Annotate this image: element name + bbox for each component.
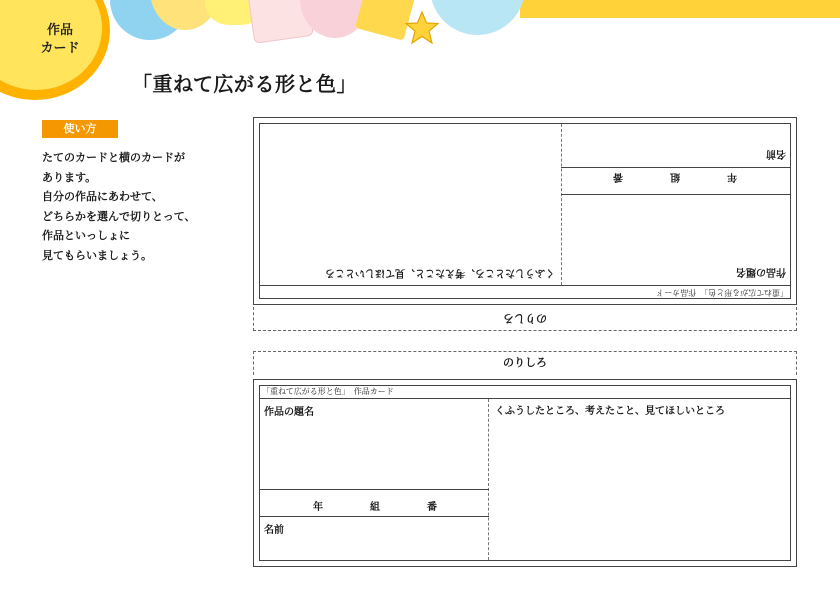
grade-class: 組 — [370, 502, 380, 513]
corner-label — [30, 22, 90, 58]
howto-text — [42, 148, 242, 265]
name-label: 名前 — [264, 525, 284, 536]
grade-number: 番 — [613, 171, 623, 182]
grade-section — [561, 167, 790, 194]
card-frame — [259, 123, 791, 299]
card-header: 「重ねて広がる形と色」 作品カード — [260, 285, 790, 298]
card-frame — [259, 385, 791, 561]
work-card-upside-down — [253, 117, 797, 305]
notes-label: くふうしたところ、考えたこと、見てほしいところ — [325, 267, 555, 278]
card-right-column — [260, 124, 561, 285]
title-section — [561, 194, 790, 285]
top-decoration — [0, 0, 840, 22]
card-left-column — [260, 399, 489, 560]
grade-number: 番 — [427, 502, 437, 513]
star-icon — [404, 10, 440, 46]
title-label: 作品の題名 — [736, 266, 786, 277]
title-label: 作品の題名 — [264, 407, 314, 418]
title-section — [260, 399, 489, 490]
howto-line: 自分の作品にあわせて、 — [42, 190, 163, 203]
name-section — [260, 517, 489, 560]
grade-year: 年 — [313, 502, 323, 513]
card-header: 「重ねて広がる形と色」 作品カード — [260, 386, 790, 399]
name-section — [561, 124, 790, 167]
card-left-column — [561, 124, 790, 285]
card-right-column — [489, 399, 790, 560]
page-title: 「重ねて広がる形と色」 — [132, 72, 357, 96]
howto-line: あります。 — [42, 170, 97, 184]
howto-badge: 使い方 — [42, 120, 118, 138]
glue-label: のりしろ — [503, 356, 547, 369]
howto-line: 見てもらいましょう。 — [42, 248, 152, 262]
howto-line: どちらかを選んで切りとって、 — [42, 209, 196, 223]
grade-class: 組 — [670, 171, 680, 182]
notes-label: くふうしたところ、考えたこと、見てほしいところ — [495, 406, 725, 417]
grade-year: 年 — [727, 171, 737, 182]
corner-label-line1: 作品 — [46, 23, 73, 38]
grade-section — [260, 490, 489, 517]
howto-line: たてのカードと横のカードが — [42, 151, 185, 164]
yellow-band — [520, 0, 840, 18]
light-blue-ball-decoration — [430, 0, 525, 35]
howto-line: 作品といっしょに — [42, 229, 130, 242]
glue-label: のりしろ — [503, 312, 547, 325]
corner-label-line2: カード — [40, 41, 80, 56]
glue-margin-bottom — [253, 351, 797, 375]
work-card — [253, 379, 797, 567]
name-label: 名前 — [766, 148, 786, 159]
glue-margin-top — [253, 307, 797, 331]
